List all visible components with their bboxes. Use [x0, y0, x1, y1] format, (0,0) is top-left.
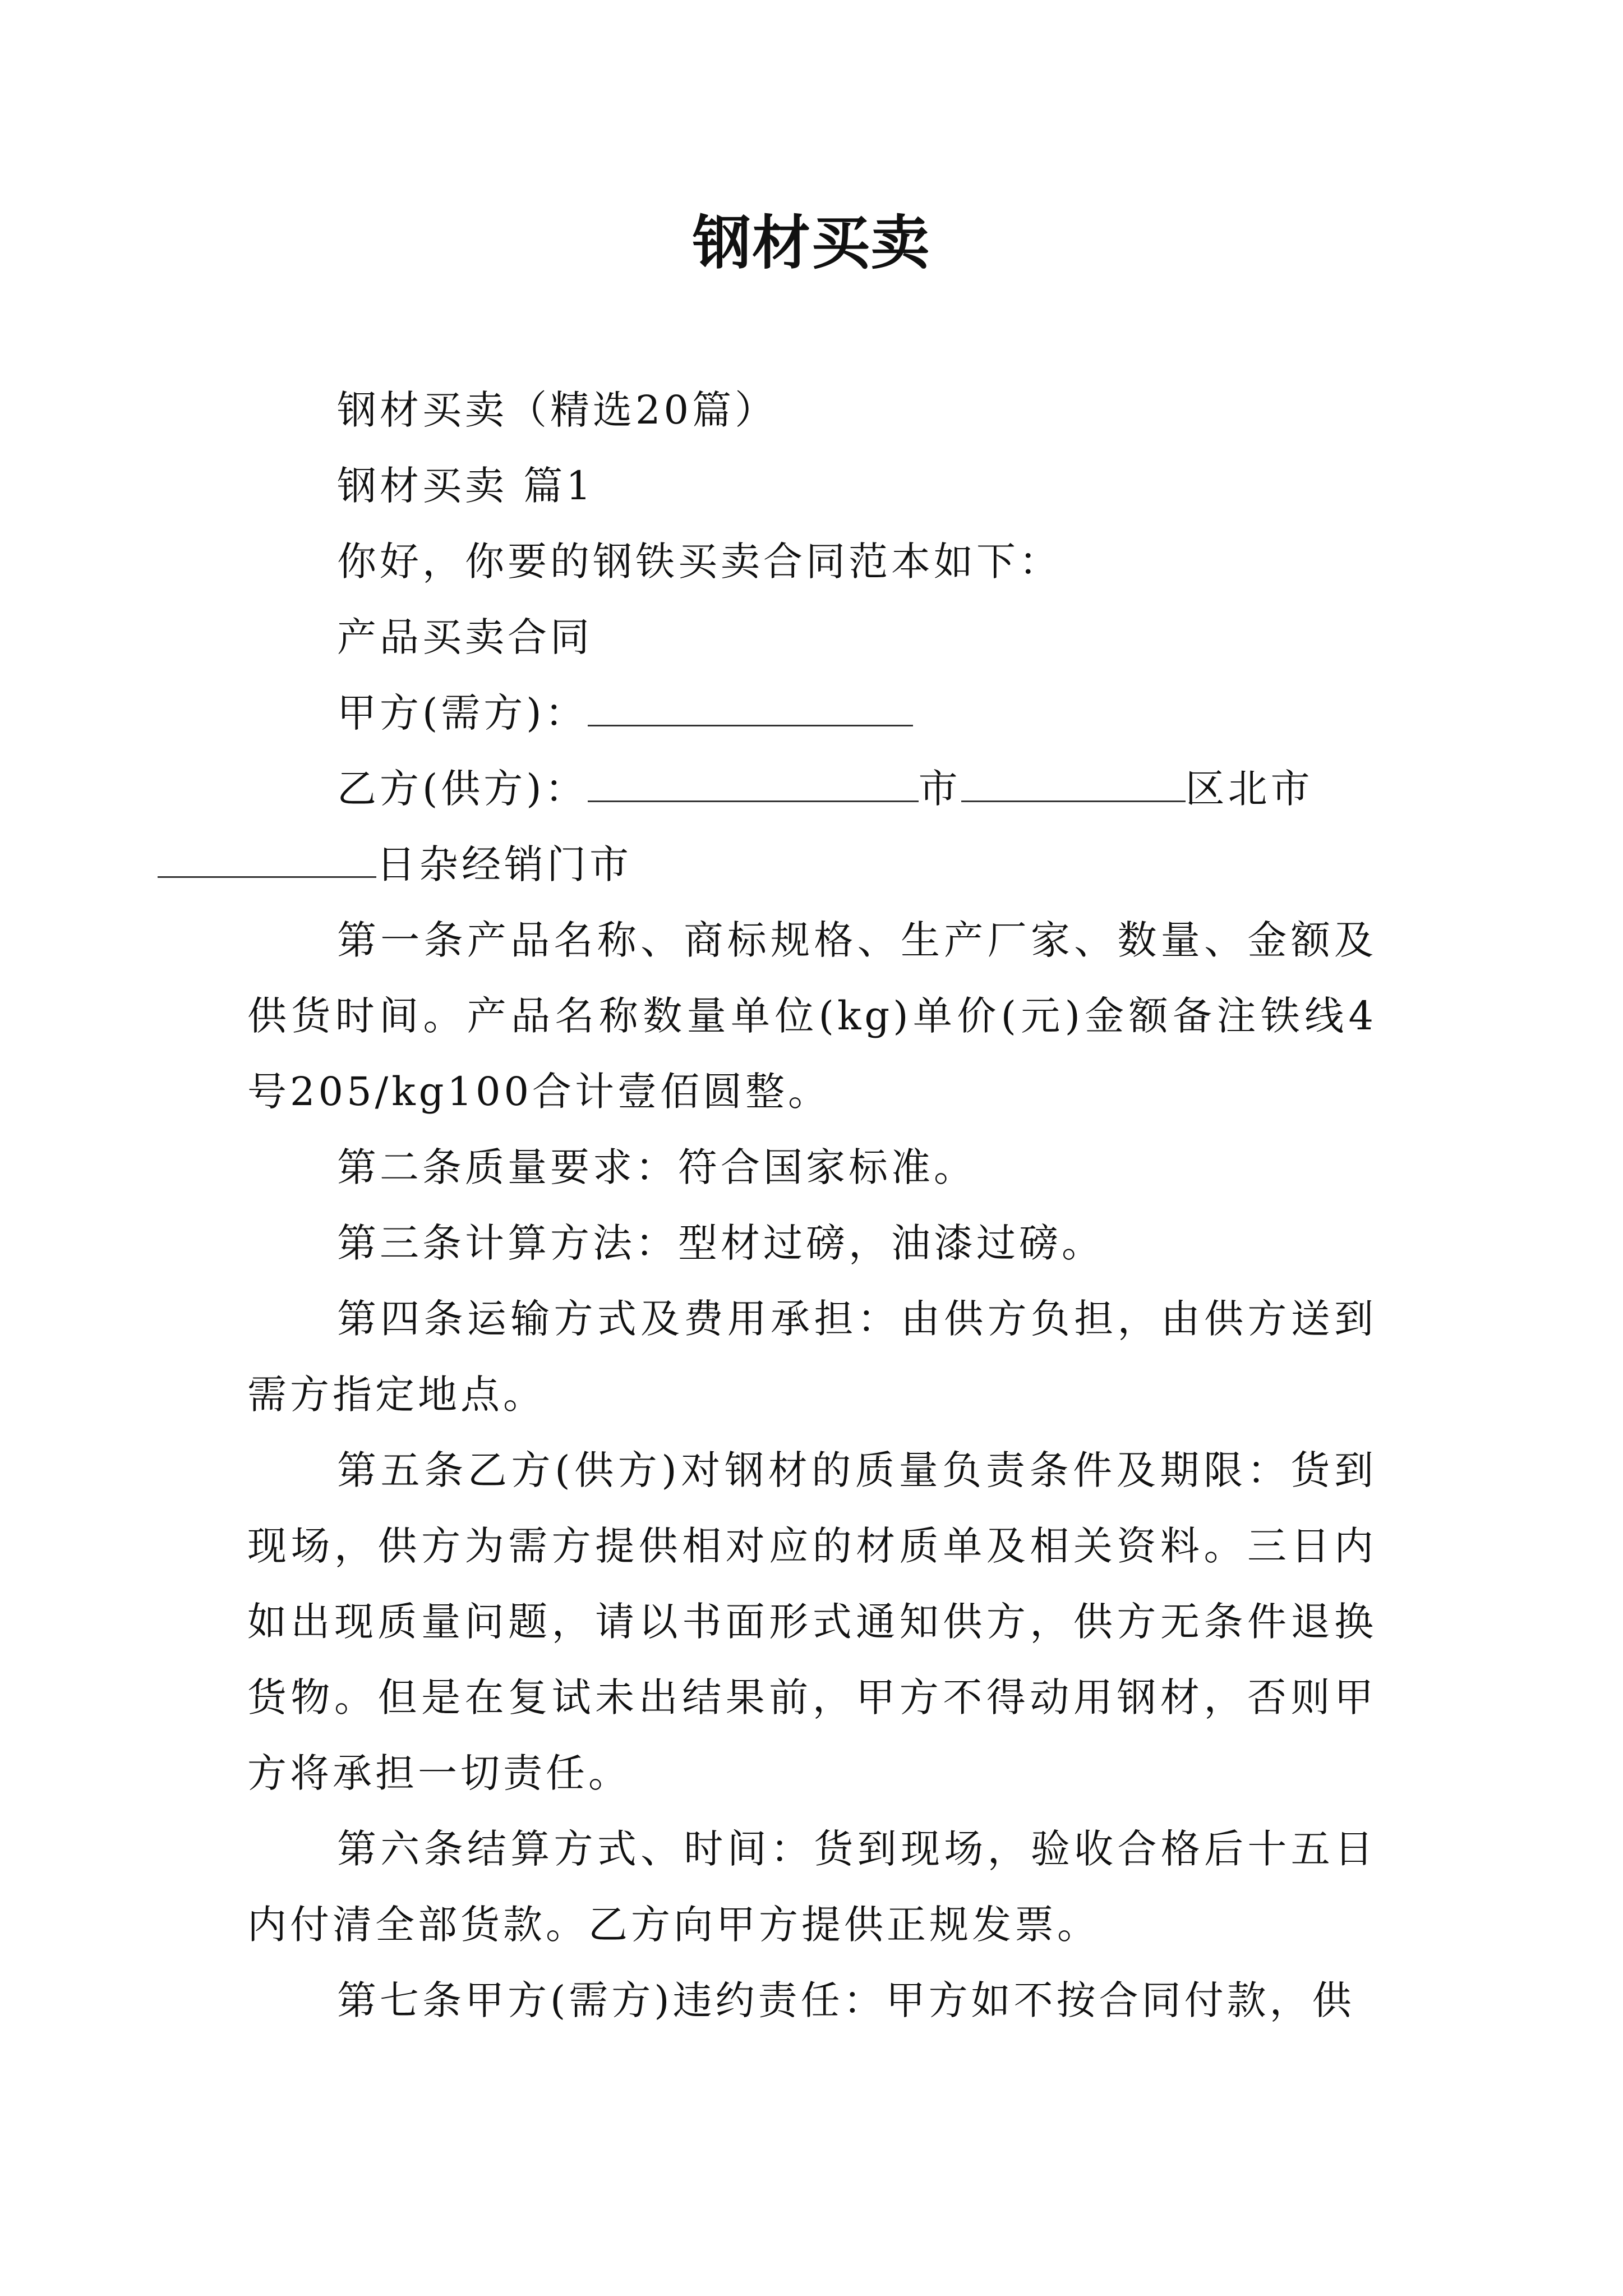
paragraph-article-6: 第六条结算方式、时间：货到现场，验收合格后十五日内付清全部货款。乙方向甲方提供正规发票。: [247, 1826, 1377, 1948]
paragraph-article-5: 第五条乙方(供方)对钢材的质量负责条件及期限：货到现场，供方为需方提供相对应的材质单及相关资料。三日内如出现质量问题，请以书面形式通知供方，供方无条件退换货物。但是在复试未出结果前，甲方不得动用钢材，否则甲方将承担一切责任。: [247, 1447, 1377, 1796]
paragraph-article-3: 第三条计算方法：型材过磅，油漆过磅。: [337, 1220, 1104, 1266]
paragraph-greeting: 你好，你要的钢铁买卖合同范本如下：: [337, 539, 1062, 585]
party-a-blank-line: [588, 691, 913, 726]
paragraph-section-heading: 钢材买卖 篇1: [337, 463, 594, 509]
party-b-name-blank-line: [588, 767, 919, 802]
paragraph-party-b: [247, 751, 1377, 903]
paragraph-article-1: 第一条产品名称、商标规格、生产厂家、数量、金额及供货时间。产品名称数量单位(kg)单价(元)金额备注铁线4号205/kg100合计壹佰圆整。: [247, 917, 1377, 1115]
party-b-label: 乙方(供方)：: [337, 766, 588, 812]
party-b-city-label: 市: [918, 766, 961, 812]
party-a-label: 甲方(需方)：: [337, 690, 588, 736]
party-b-shop-label: 日杂经销门市: [376, 841, 632, 887]
document-title: 钢材买卖: [692, 209, 930, 277]
party-b-shop-blank-line: [158, 843, 376, 878]
party-b-city-blank-line: [961, 767, 1186, 802]
party-b-district-label: 区北市: [1185, 766, 1313, 812]
paragraph-collection-title: 钢材买卖（精选20篇）: [337, 387, 778, 433]
paragraph-article-7: 第七条甲方(需方)违约责任：甲方如不按合同付款，供: [337, 1977, 1355, 2023]
paragraph-article-2: 第二条质量要求：符合国家标准。: [337, 1144, 976, 1190]
paragraph-party-a: [247, 675, 1377, 751]
paragraph-contract-title: 产品买卖合同: [337, 614, 593, 660]
paragraph-article-4: 第四条运输方式及费用承担：由供方负担，由供方送到需方指定地点。: [247, 1296, 1377, 1418]
document-body: [247, 372, 1377, 2039]
